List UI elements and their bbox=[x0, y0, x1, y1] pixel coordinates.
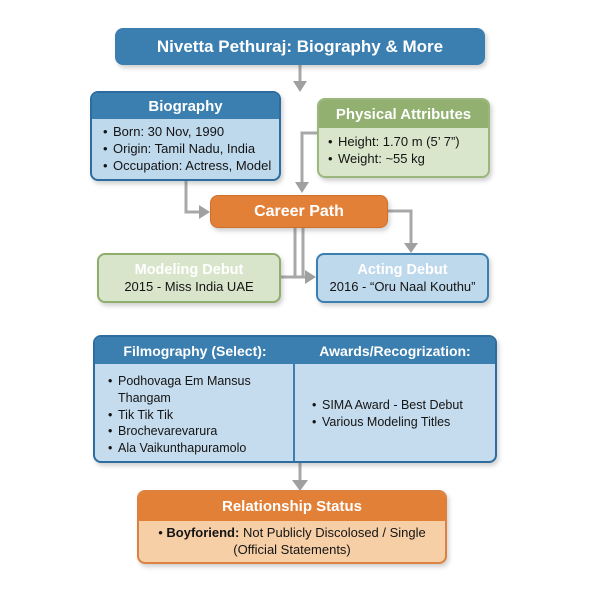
relationship-status-header: Relationship Status bbox=[139, 492, 445, 521]
modeling-debut-card bbox=[97, 253, 281, 303]
bullet-glyph: • bbox=[158, 525, 167, 540]
biography-item-occupation: • Occupation: Actress, Model bbox=[102, 157, 273, 174]
filmography-item: • Tik Tik Tik bbox=[107, 407, 287, 424]
arrowhead-down-title bbox=[293, 81, 307, 92]
awards-item: • SIMA Award - Best Debut bbox=[311, 397, 489, 414]
relationship-status-card bbox=[137, 490, 447, 564]
filmography-column bbox=[95, 364, 295, 461]
arrowhead-down-acting bbox=[404, 243, 418, 253]
relationship-label: Boyforiend: bbox=[166, 525, 240, 540]
acting-debut-card bbox=[316, 253, 489, 303]
biography-header: Biography bbox=[92, 93, 279, 119]
arrowhead-right-career bbox=[199, 205, 210, 219]
awards-header: Awards/Recogrization: bbox=[319, 342, 471, 359]
acting-debut-subtitle: 2016 - “Oru Naal Kouthu” bbox=[329, 278, 476, 294]
career-path-node: Career Path bbox=[210, 195, 388, 228]
physical-item-height: • Height: 1.70 m (5’ 7”) bbox=[327, 133, 482, 150]
awards-item: • Various Modeling Titles bbox=[311, 414, 489, 431]
filmography-awards-body bbox=[95, 364, 495, 461]
arrowhead-right-acting bbox=[305, 270, 316, 284]
relationship-note: (Official Statements) bbox=[233, 541, 351, 557]
biography-card bbox=[90, 91, 281, 181]
modeling-debut-title: Modeling Debut bbox=[134, 261, 244, 278]
modeling-debut-subtitle: 2015 - Miss India UAE bbox=[124, 278, 254, 294]
filmography-awards-card bbox=[93, 335, 497, 463]
relationship-value: Not Publicly Discolosed / Single bbox=[239, 525, 426, 540]
biography-item-born: • Born: 30 Nov, 1990 bbox=[102, 123, 273, 140]
physical-attributes-body bbox=[319, 128, 488, 171]
filmography-item: • Brochevarevarura bbox=[107, 423, 287, 440]
filmography-item: • Ala Vaikunthapuramolo bbox=[107, 440, 287, 457]
arrowhead-down-career bbox=[295, 182, 309, 193]
page-title: Nivetta Pethuraj: Biography & More bbox=[115, 28, 485, 65]
filmography-awards-header-bar bbox=[95, 337, 495, 364]
physical-item-weight: • Weight: ~55 kg bbox=[327, 150, 482, 167]
filmography-header: Filmography (Select): bbox=[123, 342, 267, 359]
relationship-status-body bbox=[139, 521, 445, 563]
filmography-item: • Podhovaga Em Mansus Thangam bbox=[107, 373, 287, 407]
biography-item-origin: • Origin: Tamil Nadu, India bbox=[102, 140, 273, 157]
biography-body bbox=[92, 119, 279, 178]
connector-physical-to-career bbox=[302, 133, 317, 183]
awards-column bbox=[295, 364, 495, 461]
physical-attributes-header: Physical Attributes bbox=[319, 100, 488, 128]
connector-biography-to-career bbox=[186, 181, 200, 212]
connector-career-to-acting bbox=[388, 211, 411, 244]
physical-attributes-card bbox=[317, 98, 490, 178]
acting-debut-title: Acting Debut bbox=[357, 261, 448, 278]
